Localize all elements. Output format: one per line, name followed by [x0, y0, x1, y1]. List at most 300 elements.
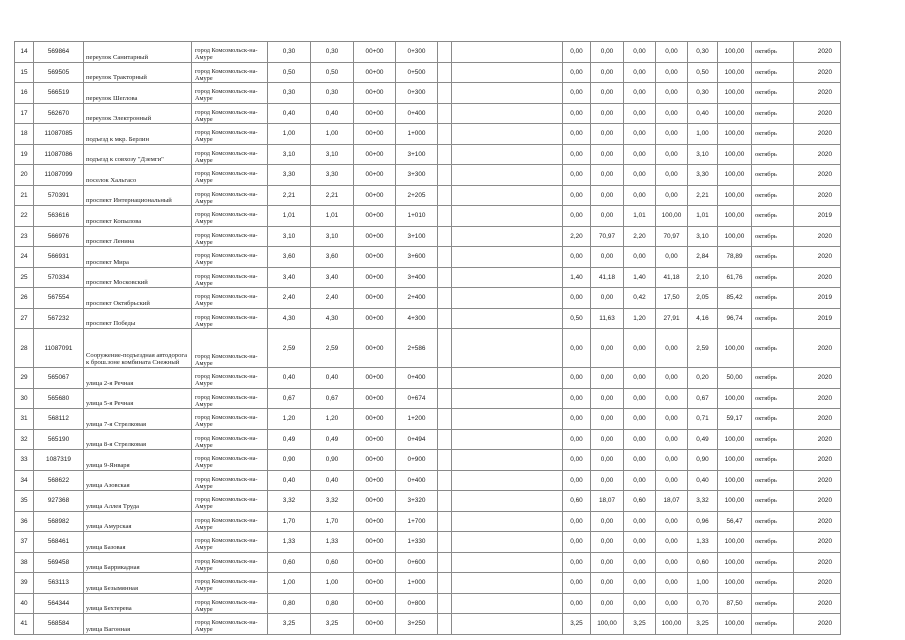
table-row — [15, 388, 841, 409]
road-code: 568112 — [34, 409, 84, 430]
total-length: 1,70 — [268, 511, 311, 532]
empty-cell — [438, 206, 452, 227]
empty-cell — [438, 103, 452, 124]
end-km: 3+100 — [396, 144, 438, 165]
empty-cell — [438, 614, 452, 635]
total-length: 1,00 — [268, 124, 311, 145]
percent-f: 100,00 — [718, 206, 752, 227]
road-name: улица Аллея Труда — [84, 491, 192, 512]
empty-cell — [438, 368, 452, 389]
value-a: 0,00 — [563, 552, 591, 573]
empty-cell — [438, 573, 452, 594]
value-c: 0,00 — [624, 368, 656, 389]
percent-d: 0,00 — [656, 368, 688, 389]
road-name: проспект Ленина — [84, 226, 192, 247]
value-c: 0,00 — [624, 470, 656, 491]
percent-b: 0,00 — [591, 144, 624, 165]
road-name: переулок Тракторный — [84, 62, 192, 83]
road-name: переулок Электронный — [84, 103, 192, 124]
month: октябрь — [752, 308, 794, 329]
year: 2019 — [794, 206, 841, 227]
value-a: 0,00 — [563, 124, 591, 145]
end-km: 1+000 — [396, 573, 438, 594]
value-c: 2,20 — [624, 226, 656, 247]
city-name: город Комсомольск-на-Амуре — [192, 288, 268, 309]
table-row — [15, 368, 841, 389]
value-c: 0,00 — [624, 144, 656, 165]
value-a: 0,00 — [563, 103, 591, 124]
month: октябрь — [752, 288, 794, 309]
percent-b: 100,00 — [591, 614, 624, 635]
road-code: 562670 — [34, 103, 84, 124]
empty-cell — [452, 144, 563, 165]
city-name: город Комсомольск-на-Амуре — [192, 409, 268, 430]
value-c: 1,01 — [624, 206, 656, 227]
road-code: 567554 — [34, 288, 84, 309]
total-length: 0,60 — [268, 552, 311, 573]
value-a: 2,20 — [563, 226, 591, 247]
city-name: город Комсомольск-на-Амуре — [192, 429, 268, 450]
percent-d: 0,00 — [656, 42, 688, 63]
month: октябрь — [752, 429, 794, 450]
value-e: 4,16 — [688, 308, 718, 329]
value-e: 0,67 — [688, 388, 718, 409]
row-number: 19 — [15, 144, 34, 165]
row-number: 32 — [15, 429, 34, 450]
road-code: 568622 — [34, 470, 84, 491]
table-row — [15, 267, 841, 288]
end-km: 3+250 — [396, 614, 438, 635]
length-value: 0,67 — [311, 388, 354, 409]
city-name: город Комсомольск-на-Амуре — [192, 329, 268, 368]
percent-d: 0,00 — [656, 409, 688, 430]
row-number: 30 — [15, 388, 34, 409]
year: 2020 — [794, 226, 841, 247]
empty-cell — [452, 491, 563, 512]
year: 2020 — [794, 103, 841, 124]
value-e: 0,40 — [688, 470, 718, 491]
city-name: город Комсомольск-на-Амуре — [192, 144, 268, 165]
empty-cell — [438, 42, 452, 63]
end-km: 0+300 — [396, 42, 438, 63]
empty-cell — [438, 329, 452, 368]
start-km: 00+00 — [354, 429, 396, 450]
value-e: 1,00 — [688, 124, 718, 145]
row-number: 14 — [15, 42, 34, 63]
length-value: 1,70 — [311, 511, 354, 532]
road-name: Сооружение-подъездная автодорога к брош.зоне комбината Снежный — [84, 329, 192, 368]
value-c: 1,20 — [624, 308, 656, 329]
length-value: 1,20 — [311, 409, 354, 430]
percent-d: 0,00 — [656, 185, 688, 206]
percent-d: 18,07 — [656, 491, 688, 512]
value-e: 0,50 — [688, 62, 718, 83]
total-length: 3,25 — [268, 614, 311, 635]
percent-b: 0,00 — [591, 593, 624, 614]
end-km: 3+600 — [396, 247, 438, 268]
percent-b: 0,00 — [591, 185, 624, 206]
month: октябрь — [752, 552, 794, 573]
road-code: 564344 — [34, 593, 84, 614]
value-a: 0,00 — [563, 368, 591, 389]
percent-b: 70,97 — [591, 226, 624, 247]
value-c: 0,00 — [624, 593, 656, 614]
percent-f: 100,00 — [718, 470, 752, 491]
start-km: 00+00 — [354, 573, 396, 594]
city-name: город Комсомольск-на-Амуре — [192, 124, 268, 145]
year: 2019 — [794, 288, 841, 309]
table-row — [15, 573, 841, 594]
year: 2020 — [794, 247, 841, 268]
percent-b: 0,00 — [591, 124, 624, 145]
value-c: 0,60 — [624, 491, 656, 512]
value-a: 0,00 — [563, 62, 591, 83]
table-row — [15, 511, 841, 532]
value-e: 0,40 — [688, 103, 718, 124]
total-length: 2,59 — [268, 329, 311, 368]
road-code: 569864 — [34, 42, 84, 63]
row-number: 26 — [15, 288, 34, 309]
value-a: 0,00 — [563, 573, 591, 594]
month: октябрь — [752, 491, 794, 512]
start-km: 00+00 — [354, 62, 396, 83]
length-value: 0,40 — [311, 103, 354, 124]
percent-d: 0,00 — [656, 388, 688, 409]
road-code: 570334 — [34, 267, 84, 288]
percent-b: 0,00 — [591, 288, 624, 309]
table-row — [15, 450, 841, 471]
row-number: 28 — [15, 329, 34, 368]
table-row — [15, 614, 841, 635]
empty-cell — [438, 62, 452, 83]
value-e: 0,20 — [688, 368, 718, 389]
total-length: 2,21 — [268, 185, 311, 206]
percent-b: 11,63 — [591, 308, 624, 329]
value-e: 1,00 — [688, 573, 718, 594]
end-km: 0+400 — [396, 470, 438, 491]
end-km: 1+010 — [396, 206, 438, 227]
end-km: 2+586 — [396, 329, 438, 368]
length-value: 1,00 — [311, 573, 354, 594]
city-name: город Комсомольск-на-Амуре — [192, 62, 268, 83]
row-number: 39 — [15, 573, 34, 594]
empty-cell — [452, 532, 563, 553]
empty-cell — [438, 308, 452, 329]
empty-cell — [452, 450, 563, 471]
percent-f: 50,00 — [718, 368, 752, 389]
value-a: 0,00 — [563, 470, 591, 491]
value-a: 0,00 — [563, 593, 591, 614]
percent-b: 0,00 — [591, 409, 624, 430]
road-name: подъезд к мкр. Берлин — [84, 124, 192, 145]
value-e: 0,30 — [688, 42, 718, 63]
city-name: город Комсомольск-на-Амуре — [192, 573, 268, 594]
table-row — [15, 206, 841, 227]
city-name: город Комсомольск-на-Амуре — [192, 368, 268, 389]
start-km: 00+00 — [354, 185, 396, 206]
end-km: 0+674 — [396, 388, 438, 409]
empty-cell — [438, 511, 452, 532]
road-name: поселок Хальгасо — [84, 165, 192, 186]
city-name: город Комсомольск-на-Амуре — [192, 206, 268, 227]
row-number: 36 — [15, 511, 34, 532]
city-name: город Комсомольск-на-Амуре — [192, 532, 268, 553]
year: 2020 — [794, 368, 841, 389]
percent-d: 0,00 — [656, 511, 688, 532]
percent-b: 0,00 — [591, 429, 624, 450]
end-km: 0+400 — [396, 103, 438, 124]
city-name: город Комсомольск-на-Амуре — [192, 450, 268, 471]
empty-cell — [438, 388, 452, 409]
percent-f: 100,00 — [718, 62, 752, 83]
value-e: 2,10 — [688, 267, 718, 288]
percent-d: 70,97 — [656, 226, 688, 247]
month: октябрь — [752, 124, 794, 145]
empty-cell — [452, 83, 563, 104]
value-a: 0,00 — [563, 329, 591, 368]
percent-f: 78,89 — [718, 247, 752, 268]
row-number: 27 — [15, 308, 34, 329]
row-number: 22 — [15, 206, 34, 227]
table-row — [15, 83, 841, 104]
value-e: 2,59 — [688, 329, 718, 368]
road-code: 11087085 — [34, 124, 84, 145]
year: 2020 — [794, 83, 841, 104]
road-name: подъезд к совхозу "Дземги" — [84, 144, 192, 165]
table-row — [15, 144, 841, 165]
percent-b: 0,00 — [591, 388, 624, 409]
end-km: 0+800 — [396, 593, 438, 614]
empty-cell — [438, 532, 452, 553]
year: 2020 — [794, 511, 841, 532]
empty-cell — [452, 593, 563, 614]
percent-d: 0,00 — [656, 552, 688, 573]
empty-cell — [438, 450, 452, 471]
percent-f: 59,17 — [718, 409, 752, 430]
value-c: 0,00 — [624, 388, 656, 409]
year: 2020 — [794, 409, 841, 430]
percent-b: 0,00 — [591, 511, 624, 532]
row-number: 24 — [15, 247, 34, 268]
road-name: улица 5-я Речная — [84, 388, 192, 409]
value-c: 0,00 — [624, 552, 656, 573]
table-row — [15, 429, 841, 450]
city-name: город Комсомольск-на-Амуре — [192, 388, 268, 409]
percent-f: 100,00 — [718, 165, 752, 186]
city-name: город Комсомольск-на-Амуре — [192, 308, 268, 329]
city-name: город Комсомольск-на-Амуре — [192, 470, 268, 491]
percent-d: 0,00 — [656, 329, 688, 368]
road-name: улица Бехтерева — [84, 593, 192, 614]
total-length: 3,10 — [268, 144, 311, 165]
percent-b: 0,00 — [591, 470, 624, 491]
percent-d: 0,00 — [656, 573, 688, 594]
year: 2020 — [794, 552, 841, 573]
road-code: 568982 — [34, 511, 84, 532]
percent-f: 100,00 — [718, 144, 752, 165]
percent-b: 0,00 — [591, 329, 624, 368]
value-e: 3,32 — [688, 491, 718, 512]
empty-cell — [452, 226, 563, 247]
row-number: 23 — [15, 226, 34, 247]
city-name: город Комсомольск-на-Амуре — [192, 83, 268, 104]
table-row — [15, 329, 841, 368]
empty-cell — [452, 511, 563, 532]
empty-cell — [452, 409, 563, 430]
value-c: 0,00 — [624, 103, 656, 124]
value-c: 0,00 — [624, 83, 656, 104]
total-length: 3,32 — [268, 491, 311, 512]
end-km: 4+300 — [396, 308, 438, 329]
empty-cell — [452, 185, 563, 206]
start-km: 00+00 — [354, 308, 396, 329]
end-km: 0+600 — [396, 552, 438, 573]
empty-cell — [452, 308, 563, 329]
start-km: 00+00 — [354, 511, 396, 532]
value-c: 0,00 — [624, 165, 656, 186]
end-km: 1+700 — [396, 511, 438, 532]
city-name: город Комсомольск-на-Амуре — [192, 511, 268, 532]
city-name: город Комсомольск-на-Амуре — [192, 552, 268, 573]
empty-cell — [452, 103, 563, 124]
road-name: улица Вагонная — [84, 614, 192, 635]
percent-f: 85,42 — [718, 288, 752, 309]
empty-cell — [438, 185, 452, 206]
road-code: 566931 — [34, 247, 84, 268]
row-number: 41 — [15, 614, 34, 635]
month: октябрь — [752, 42, 794, 63]
percent-d: 0,00 — [656, 247, 688, 268]
road-code: 11087086 — [34, 144, 84, 165]
total-length: 1,01 — [268, 206, 311, 227]
month: октябрь — [752, 226, 794, 247]
road-code: 567232 — [34, 308, 84, 329]
percent-d: 0,00 — [656, 450, 688, 471]
percent-d: 100,00 — [656, 206, 688, 227]
percent-b: 0,00 — [591, 103, 624, 124]
total-length: 0,40 — [268, 470, 311, 491]
value-a: 1,40 — [563, 267, 591, 288]
value-c: 0,00 — [624, 573, 656, 594]
value-c: 0,00 — [624, 409, 656, 430]
end-km: 2+400 — [396, 288, 438, 309]
value-e: 2,21 — [688, 185, 718, 206]
road-name: проспект Московский — [84, 267, 192, 288]
length-value: 3,40 — [311, 267, 354, 288]
road-name: улица 2-я Речная — [84, 368, 192, 389]
percent-d: 0,00 — [656, 470, 688, 491]
percent-b: 0,00 — [591, 573, 624, 594]
end-km: 1+200 — [396, 409, 438, 430]
road-name: проспект Октябрьский — [84, 288, 192, 309]
empty-cell — [452, 614, 563, 635]
value-a: 0,50 — [563, 308, 591, 329]
road-code: 566519 — [34, 83, 84, 104]
percent-f: 100,00 — [718, 329, 752, 368]
end-km: 0+300 — [396, 83, 438, 104]
value-e: 3,10 — [688, 226, 718, 247]
value-e: 0,30 — [688, 83, 718, 104]
value-c: 0,00 — [624, 429, 656, 450]
table-row — [15, 103, 841, 124]
value-c: 3,25 — [624, 614, 656, 635]
length-value: 0,49 — [311, 429, 354, 450]
city-name: город Комсомольск-на-Амуре — [192, 593, 268, 614]
value-a: 0,00 — [563, 429, 591, 450]
table-row — [15, 593, 841, 614]
month: октябрь — [752, 614, 794, 635]
value-a: 0,00 — [563, 42, 591, 63]
row-number: 25 — [15, 267, 34, 288]
value-e: 0,70 — [688, 593, 718, 614]
empty-cell — [452, 267, 563, 288]
percent-b: 0,00 — [591, 83, 624, 104]
year: 2020 — [794, 329, 841, 368]
road-name: проспект Победы — [84, 308, 192, 329]
month: октябрь — [752, 532, 794, 553]
value-e: 0,49 — [688, 429, 718, 450]
table-row — [15, 470, 841, 491]
percent-b: 0,00 — [591, 532, 624, 553]
percent-f: 100,00 — [718, 185, 752, 206]
empty-cell — [438, 165, 452, 186]
percent-b: 0,00 — [591, 450, 624, 471]
length-value: 1,01 — [311, 206, 354, 227]
city-name: город Комсомольск-на-Амуре — [192, 247, 268, 268]
length-value: 3,25 — [311, 614, 354, 635]
percent-b: 18,07 — [591, 491, 624, 512]
month: октябрь — [752, 450, 794, 471]
total-length: 0,90 — [268, 450, 311, 471]
percent-f: 100,00 — [718, 124, 752, 145]
length-value: 3,10 — [311, 144, 354, 165]
year: 2020 — [794, 532, 841, 553]
empty-cell — [452, 42, 563, 63]
start-km: 00+00 — [354, 206, 396, 227]
percent-f: 100,00 — [718, 429, 752, 450]
percent-f: 100,00 — [718, 226, 752, 247]
row-number: 20 — [15, 165, 34, 186]
end-km: 3+400 — [396, 267, 438, 288]
empty-cell — [452, 165, 563, 186]
total-length: 0,30 — [268, 42, 311, 63]
city-name: город Комсомольск-на-Амуре — [192, 185, 268, 206]
empty-cell — [438, 247, 452, 268]
empty-cell — [438, 83, 452, 104]
start-km: 00+00 — [354, 409, 396, 430]
percent-f: 96,74 — [718, 308, 752, 329]
value-c: 0,00 — [624, 62, 656, 83]
table-row — [15, 288, 841, 309]
year: 2020 — [794, 124, 841, 145]
city-name: город Комсомольск-на-Амуре — [192, 267, 268, 288]
empty-cell — [452, 368, 563, 389]
road-code: 569458 — [34, 552, 84, 573]
empty-cell — [438, 470, 452, 491]
road-code: 927368 — [34, 491, 84, 512]
value-a: 0,00 — [563, 532, 591, 553]
value-c: 1,40 — [624, 267, 656, 288]
percent-d: 0,00 — [656, 62, 688, 83]
length-value: 2,59 — [311, 329, 354, 368]
start-km: 00+00 — [354, 329, 396, 368]
start-km: 00+00 — [354, 388, 396, 409]
table-row — [15, 62, 841, 83]
end-km: 3+100 — [396, 226, 438, 247]
empty-cell — [452, 124, 563, 145]
percent-f: 100,00 — [718, 103, 752, 124]
value-a: 0,00 — [563, 185, 591, 206]
